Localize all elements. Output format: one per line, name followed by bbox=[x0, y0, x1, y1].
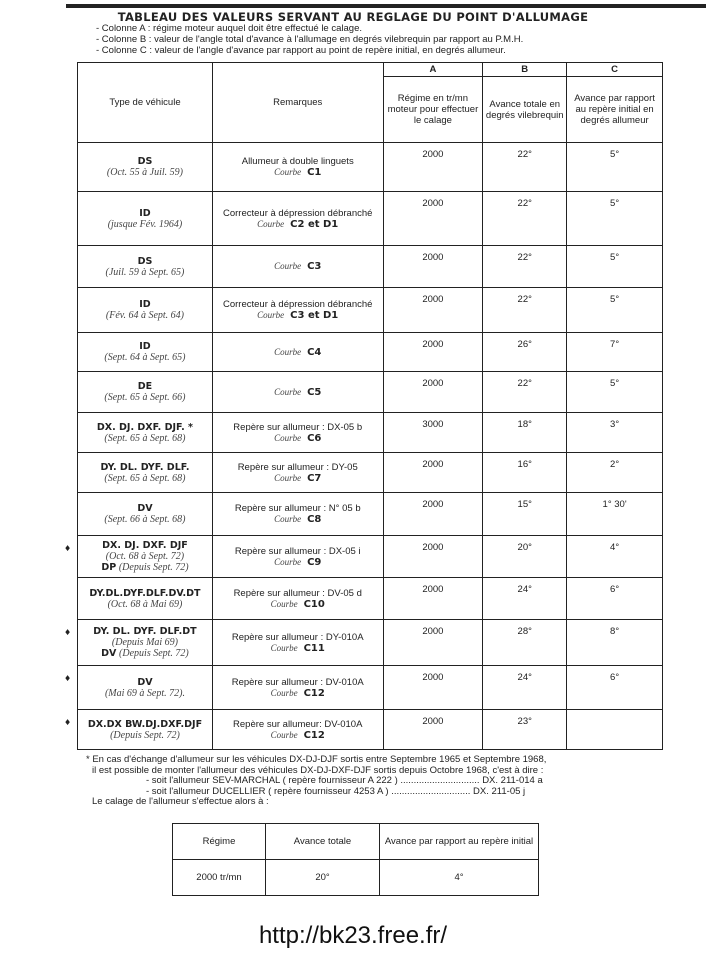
table-row bbox=[78, 192, 663, 246]
value-c: 7° bbox=[567, 333, 663, 372]
courbe-code: C12 bbox=[303, 729, 325, 741]
table-row bbox=[78, 372, 663, 413]
courbe-code: C3 bbox=[307, 261, 322, 272]
header-type: Type de véhicule bbox=[78, 63, 213, 143]
courbe-label: Courbe bbox=[274, 261, 302, 271]
ignition-table bbox=[77, 62, 663, 750]
vehicle-dates: (Sept. 65 à Sept. 68) bbox=[104, 472, 186, 484]
table-row bbox=[78, 143, 663, 192]
table-row bbox=[78, 246, 663, 288]
value-c: 5° bbox=[567, 143, 663, 192]
courbe-code: C10 bbox=[303, 598, 325, 610]
table-row bbox=[78, 578, 663, 620]
header-b: B bbox=[483, 63, 567, 77]
value-a: 2000 bbox=[383, 453, 483, 493]
value-c: 5° bbox=[567, 372, 663, 413]
value-b: 18° bbox=[483, 413, 567, 453]
value-b: 22° bbox=[483, 372, 567, 413]
header-a-desc: Régime en tr/mn moteur pour effectuer le calage bbox=[383, 77, 483, 143]
vehicle-dates: (Depuis Sept. 72) bbox=[118, 562, 189, 573]
table-row bbox=[78, 413, 663, 453]
remark-cell bbox=[212, 536, 383, 578]
vehicle-dates: (Oct. 68 à Sept. 72) bbox=[105, 551, 185, 562]
value-b: 16° bbox=[483, 453, 567, 493]
courbe-label: Courbe bbox=[270, 687, 298, 698]
value-b: 24° bbox=[483, 666, 567, 710]
value-a: 2000 bbox=[383, 666, 483, 710]
remark-text: Allumeur à double linguets bbox=[241, 156, 354, 167]
vehicle-cell bbox=[78, 333, 213, 372]
table-row bbox=[78, 453, 663, 493]
value-a: 2000 bbox=[383, 620, 483, 666]
vehicle-cell bbox=[78, 710, 213, 750]
courbe-label: Courbe bbox=[274, 346, 302, 357]
remark-cell bbox=[212, 333, 383, 372]
footnote-line: Le calage de l'allumeur s'effectue alors à : bbox=[92, 796, 269, 807]
value-b: 28° bbox=[483, 620, 567, 666]
value-b: 26° bbox=[483, 333, 567, 372]
courbe-label: Courbe bbox=[274, 472, 302, 483]
remark-cell bbox=[212, 620, 383, 666]
source-url[interactable]: http://bk23.free.fr/ bbox=[258, 922, 448, 949]
small-header-regime: Régime bbox=[173, 824, 266, 860]
value-c: 5° bbox=[567, 288, 663, 333]
courbe-code: C4 bbox=[307, 346, 322, 358]
vehicle-cell bbox=[78, 143, 213, 192]
remark-cell bbox=[212, 192, 383, 246]
page-title: TABLEAU DES VALEURS SERVANT AU REGLAGE DU POINT D'ALLUMAGE bbox=[117, 10, 589, 24]
legend-a: - Colonne A : régime moteur auquel doit être effectué le calage. bbox=[96, 23, 362, 34]
remark-cell bbox=[212, 372, 383, 413]
vehicle-type: DS bbox=[137, 156, 153, 167]
footnote-line: il est possible de monter l'allumeur des véhicules DX-DJ-DXF-DJF sortis depuis Octobre 1968, c'est à dire : bbox=[92, 764, 544, 776]
value-b: 22° bbox=[483, 288, 567, 333]
courbe-code: C8 bbox=[307, 514, 322, 525]
remark-cell bbox=[212, 413, 383, 453]
vehicle-dates: (jusque Fév. 1964) bbox=[107, 218, 183, 230]
vehicle-type: DX. DJ. DXF. DJF. * bbox=[96, 421, 193, 433]
table-row bbox=[78, 536, 663, 578]
courbe-label: Courbe bbox=[257, 310, 285, 320]
footnote-line: * En cas d'échange d'allumeur sur les véhicules DX-DJ-DJF sortis entre Septembre 1965 et Septembre 1968, bbox=[86, 754, 547, 765]
footnote-line: - soit l'allumeur SEV-MARCHAL ( repère fournisseur A 222 ) .............................. DX. 211-014 a bbox=[146, 775, 543, 786]
value-b: 23° bbox=[483, 710, 567, 750]
vehicle-dates: (Juil. 59 à Sept. 65) bbox=[105, 266, 185, 278]
legend-b: - Colonne B : valeur de l'angle total d'avance à l'allumage en degrés vilebrequin par rapport au P.M.H. bbox=[96, 34, 524, 45]
vehicle-dates: (Depuis Sept. 72) bbox=[119, 648, 189, 659]
vehicle-cell bbox=[78, 192, 213, 246]
table-row bbox=[78, 288, 663, 333]
value-a: 2000 bbox=[383, 493, 483, 536]
courbe-code: C12 bbox=[303, 687, 325, 699]
value-c: 5° bbox=[567, 192, 663, 246]
remark-cell bbox=[212, 453, 383, 493]
value-a: 2000 bbox=[383, 246, 483, 288]
calage-table bbox=[172, 823, 539, 896]
value-c: 6° bbox=[567, 666, 663, 710]
value-a: 2000 bbox=[383, 143, 483, 192]
value-c bbox=[567, 710, 663, 750]
vehicle-cell bbox=[78, 246, 213, 288]
remark-text: Correcteur à dépression débranché bbox=[222, 207, 373, 219]
vehicle-cell bbox=[78, 372, 213, 413]
vehicle-type: DY. DL. DYF. DLF.DT bbox=[93, 626, 197, 637]
table-row bbox=[78, 620, 663, 666]
table-row bbox=[78, 333, 663, 372]
value-b: 24° bbox=[483, 578, 567, 620]
column-legend bbox=[96, 23, 523, 56]
value-a: 3000 bbox=[383, 413, 483, 453]
value-a: 2000 bbox=[383, 536, 483, 578]
small-value-regime: 2000 tr/mn bbox=[173, 860, 266, 896]
legend-c: - Colonne C : valeur de l'angle d'avance par rapport au point de repère initial, en degrés allumeur. bbox=[96, 45, 506, 56]
vehicle-type: DE bbox=[137, 381, 153, 392]
value-a: 2000 bbox=[383, 333, 483, 372]
footnote bbox=[86, 755, 546, 808]
remark-text: Repère sur allumeur : DX-05 b bbox=[233, 421, 363, 433]
vehicle-type: ID bbox=[139, 341, 151, 352]
value-a: 2000 bbox=[383, 710, 483, 750]
remark-text: Repère sur allumeur : DY-05 bbox=[237, 461, 358, 473]
vehicle-dates: (Sept. 65 à Sept. 66) bbox=[104, 392, 186, 403]
value-c: 1° 30' bbox=[567, 493, 663, 536]
remark-text: Repère sur allumeur : DX-05 i bbox=[234, 545, 361, 557]
vehicle-dates: (Sept. 64 à Sept. 65) bbox=[104, 352, 186, 363]
courbe-label: Courbe bbox=[274, 432, 302, 443]
small-header-repere: Avance par rapport au repère initial bbox=[380, 824, 539, 860]
header-c-desc: Avance par rapport au repère initial en degrés allumeur bbox=[567, 77, 663, 143]
value-a: 2000 bbox=[383, 288, 483, 333]
courbe-code: C5 bbox=[307, 386, 322, 398]
value-c: 5° bbox=[567, 246, 663, 288]
vehicle-type: ID bbox=[139, 299, 151, 310]
value-a: 2000 bbox=[383, 192, 483, 246]
vehicle-type: ID bbox=[139, 207, 151, 219]
remark-cell bbox=[212, 666, 383, 710]
vehicle-cell bbox=[78, 620, 213, 666]
vehicle-dates: (Oct. 68 à Mai 69) bbox=[107, 598, 183, 610]
diamond-marker-icon: ♦ bbox=[64, 628, 72, 637]
top-rule bbox=[66, 4, 706, 8]
diamond-marker-icon: ♦ bbox=[64, 544, 72, 553]
vehicle-dates: (Sept. 66 à Sept. 68) bbox=[104, 514, 186, 525]
header-remarques: Remarques bbox=[212, 63, 383, 143]
value-b: 22° bbox=[483, 143, 567, 192]
value-b: 22° bbox=[483, 246, 567, 288]
value-b: 15° bbox=[483, 493, 567, 536]
vehicle-type: DV bbox=[137, 676, 153, 688]
vehicle-dates: (Oct. 55 à Juil. 59) bbox=[106, 167, 183, 178]
vehicle-type: DX.DX BW.DJ.DXF.DJF bbox=[87, 718, 203, 730]
value-a: 2000 bbox=[383, 372, 483, 413]
vehicle-dates: (Fév. 64 à Sept. 64) bbox=[105, 310, 185, 321]
courbe-label: Courbe bbox=[270, 642, 298, 653]
courbe-label: Courbe bbox=[274, 514, 302, 524]
value-b: 22° bbox=[483, 192, 567, 246]
courbe-code: C9 bbox=[307, 556, 322, 568]
vehicle-dates: (Mai 69 à Sept. 72). bbox=[104, 687, 185, 699]
vehicle-type: DY.DL.DYF.DLF.DV.DT bbox=[89, 587, 201, 599]
courbe-label: Courbe bbox=[270, 729, 298, 740]
value-c: 2° bbox=[567, 453, 663, 493]
header-c: C bbox=[567, 63, 663, 77]
vehicle-cell bbox=[78, 666, 213, 710]
value-c: 4° bbox=[567, 536, 663, 578]
remark-cell bbox=[212, 288, 383, 333]
diamond-marker-icon: ♦ bbox=[64, 718, 72, 727]
remark-cell bbox=[212, 143, 383, 192]
vehicle-dates: (Sept. 65 à Sept. 68) bbox=[104, 432, 186, 444]
courbe-label: Courbe bbox=[274, 386, 302, 397]
courbe-code: C3 et D1 bbox=[290, 310, 339, 321]
table-row bbox=[78, 710, 663, 750]
remark-cell bbox=[212, 710, 383, 750]
courbe-code: C7 bbox=[307, 472, 322, 484]
remark-text: Repère sur allumeur : DV-05 d bbox=[233, 587, 362, 599]
vehicle-cell bbox=[78, 413, 213, 453]
remark-cell bbox=[212, 578, 383, 620]
remark-cell bbox=[212, 246, 383, 288]
value-c: 8° bbox=[567, 620, 663, 666]
value-c: 6° bbox=[567, 578, 663, 620]
small-value-repere: 4° bbox=[380, 860, 539, 896]
header-b-desc: Avance totale en degrés vilebrequin bbox=[483, 77, 567, 143]
vehicle-cell bbox=[78, 288, 213, 333]
remark-text: Repère sur allumeur : DV-010A bbox=[231, 676, 364, 688]
vehicle-cell bbox=[78, 493, 213, 536]
diamond-marker-icon: ♦ bbox=[64, 674, 72, 683]
small-header-avance: Avance totale bbox=[266, 824, 380, 860]
vehicle-type: DP bbox=[101, 562, 117, 573]
remark-text: Repère sur allumeur : N° 05 b bbox=[234, 503, 361, 514]
remark-text: Repère sur allumeur: DV-010A bbox=[233, 718, 363, 730]
courbe-label: Courbe bbox=[257, 218, 285, 229]
courbe-code: C1 bbox=[307, 167, 322, 178]
footnote-line: - soit l'allumeur DUCELLIER ( repère fournisseur 4253 A ) .............................. DX. 211-05 j bbox=[146, 785, 526, 797]
vehicle-dates: (Depuis Sept. 72) bbox=[110, 729, 180, 741]
vehicle-type: DX. DJ. DXF. DJF bbox=[102, 540, 188, 551]
vehicle-cell bbox=[78, 536, 213, 578]
vehicle-cell bbox=[78, 453, 213, 493]
courbe-label: Courbe bbox=[274, 556, 302, 567]
courbe-label: Courbe bbox=[274, 167, 302, 177]
table-row bbox=[78, 493, 663, 536]
value-b: 20° bbox=[483, 536, 567, 578]
remark-cell bbox=[212, 493, 383, 536]
value-c: 3° bbox=[567, 413, 663, 453]
courbe-code: C2 et D1 bbox=[290, 218, 339, 230]
value-a: 2000 bbox=[383, 578, 483, 620]
vehicle-dates: (Depuis Mai 69) bbox=[111, 637, 179, 648]
table-row bbox=[78, 666, 663, 710]
vehicle-type: DS bbox=[137, 255, 153, 267]
remark-text: Correcteur à dépression débranché bbox=[222, 299, 373, 310]
vehicle-cell bbox=[78, 578, 213, 620]
courbe-label: Courbe bbox=[270, 598, 298, 609]
courbe-code: C11 bbox=[303, 642, 325, 654]
vehicle-type: DY. DL. DYF. DLF. bbox=[100, 461, 190, 473]
vehicle-type: DV bbox=[101, 648, 117, 659]
courbe-code: C6 bbox=[307, 432, 322, 444]
vehicle-type: DV bbox=[137, 503, 153, 514]
header-a: A bbox=[383, 63, 483, 77]
remark-text: Repère sur allumeur : DY-010A bbox=[231, 631, 364, 643]
small-value-avance: 20° bbox=[266, 860, 380, 896]
